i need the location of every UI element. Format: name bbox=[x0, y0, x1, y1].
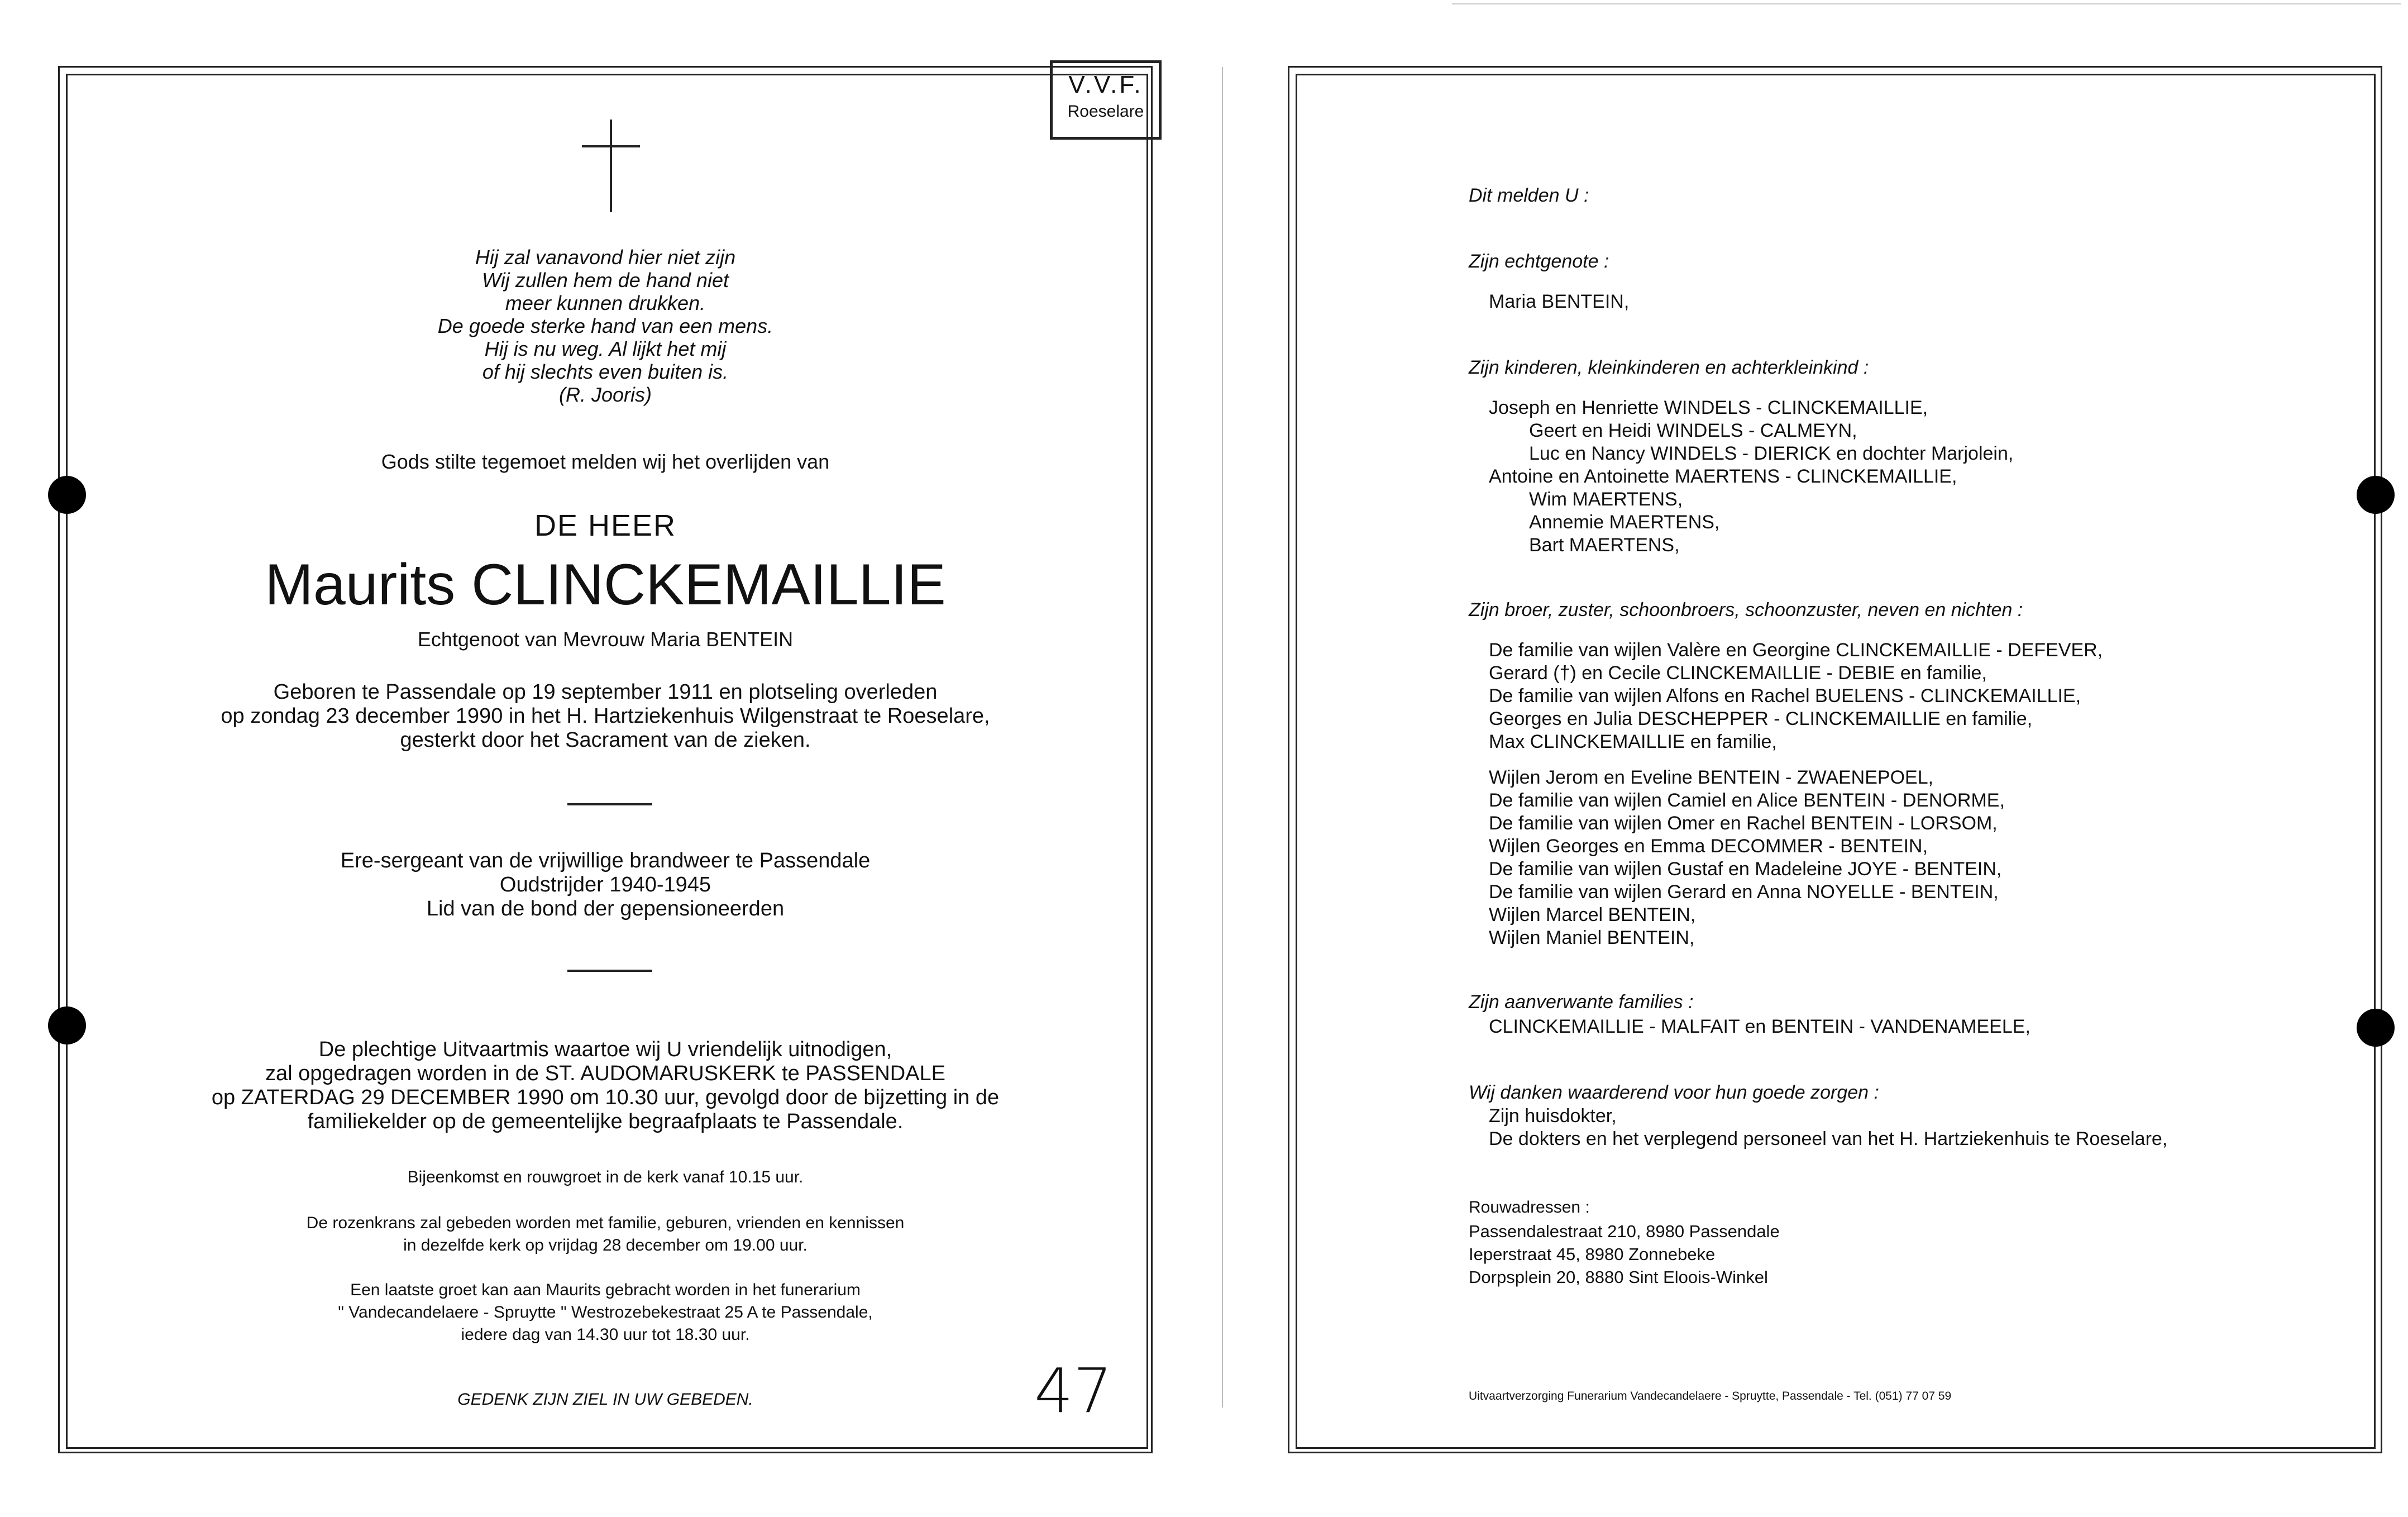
list-item: Geert en Heidi WINDELS - CALMEYN, bbox=[1529, 420, 1857, 441]
text-line: Lid van de bond der gepensioneerden bbox=[426, 897, 785, 920]
text-line: Oudstrijder 1940-1945 bbox=[499, 873, 711, 896]
address-line: Passendalestraat 210, 8980 Passendale bbox=[1469, 1222, 1780, 1241]
list-item: Georges en Julia DESCHEPPER - CLINCKEMAILLIE en familie, bbox=[1489, 708, 2033, 729]
punch-hole bbox=[2357, 1009, 2395, 1047]
thanks-heading: Wij danken waarderend voor hun goede zorgen : bbox=[1469, 1082, 1879, 1103]
siblings-list-b bbox=[1489, 766, 2005, 950]
text-line: op zondag 23 december 1990 in het H. Hartziekenhuis Wilgenstraat te Roeselare, bbox=[221, 704, 990, 728]
scan-edge bbox=[1222, 67, 1223, 1408]
list-item: Zijn huisdokter, bbox=[1489, 1105, 1617, 1127]
text-line: iedere dag van 14.30 uur tot 18.30 uur. bbox=[461, 1325, 750, 1344]
list-item: Wim MAERTENS, bbox=[1529, 489, 1683, 510]
text-line: De rozenkrans zal gebeden worden met familie, geburen, vrienden en kennissen bbox=[306, 1214, 905, 1232]
list-item: De familie van wijlen Gerard en Anna NOYELLE - BENTEIN, bbox=[1489, 881, 1999, 903]
list-item: Joseph en Henriette WINDELS - CLINCKEMAILLIE, bbox=[1489, 397, 1928, 418]
handwritten-number: 47 bbox=[1034, 1355, 1112, 1427]
poem-line: Hij is nu weg. Al lijkt het mij bbox=[484, 337, 727, 360]
poem-author: (R. Jooris) bbox=[558, 383, 652, 406]
divider bbox=[567, 803, 652, 805]
honorific: DE HEER bbox=[534, 509, 677, 542]
poem-line: meer kunnen drukken. bbox=[505, 292, 706, 314]
text-line: " Vandecandelaere - Spruytte " Westrozebekestraat 25 A te Passendale, bbox=[338, 1303, 873, 1322]
scan-edge-top bbox=[1452, 3, 2401, 4]
addresses-list bbox=[1469, 1220, 1780, 1289]
closing-line: GEDENK ZIJN ZIEL IN UW GEBEDEN. bbox=[457, 1390, 753, 1409]
list-item: Gerard (†) en Cecile CLINCKEMAILLIE - DEBIE en familie, bbox=[1489, 662, 1987, 684]
spouse-heading: Zijn echtgenote : bbox=[1469, 251, 1609, 272]
announcement-intro: Gods stilte tegemoet melden wij het overlijden van bbox=[381, 450, 830, 473]
left-column bbox=[58, 0, 1153, 1517]
spouse-line: Echtgenoot van Mevrouw Maria BENTEIN bbox=[417, 628, 794, 651]
list-item: De familie van wijlen Camiel en Alice BENTEIN - DENORME, bbox=[1489, 790, 2005, 811]
deceased-name: Maurits CLINCKEMAILLIE bbox=[265, 552, 946, 617]
list-item: De familie van wijlen Valère en Georgine CLINCKEMAILLIE - DEFEVER, bbox=[1489, 640, 2103, 661]
poem-line: De goede sterke hand van een mens. bbox=[437, 314, 773, 337]
list-item: De dokters en het verplegend personeel van het H. Hartziekenhuis te Roeselare, bbox=[1489, 1128, 2168, 1149]
text-line: Geboren te Passendale op 19 september 1911 en plotseling overleden bbox=[273, 680, 938, 704]
spouse-name: Maria BENTEIN, bbox=[1489, 291, 1630, 312]
list-item: Max CLINCKEMAILLIE en familie, bbox=[1489, 731, 1777, 752]
list-item: Wijlen Marcel BENTEIN, bbox=[1489, 904, 1696, 926]
right-card-inner-border bbox=[1296, 74, 2376, 1449]
funeral-block bbox=[58, 1038, 1153, 1134]
punch-hole bbox=[2357, 476, 2395, 514]
address-line: Ieperstraat 45, 8980 Zonnebeke bbox=[1469, 1244, 1716, 1264]
siblings-list-a bbox=[1489, 639, 2103, 753]
list-item: Wijlen Maniel BENTEIN, bbox=[1489, 927, 1695, 948]
text-line: Een laatste groet kan aan Maurits gebracht worden in het funerarium bbox=[350, 1281, 861, 1299]
text-line: gesterkt door het Sacrament van de zieken. bbox=[400, 728, 811, 752]
birth-death-block bbox=[58, 680, 1153, 752]
children-list bbox=[1489, 397, 2013, 557]
list-item: Wijlen Georges en Emma DECOMMER - BENTEIN, bbox=[1489, 836, 1928, 857]
text-line: De plechtige Uitvaartmis waartoe wij U vriendelijk uitnodigen, bbox=[318, 1038, 892, 1061]
thanks-list bbox=[1489, 1105, 2167, 1151]
announce-heading: Dit melden U : bbox=[1469, 185, 1589, 206]
text-line: op ZATERDAG 29 DECEMBER 1990 om 10.30 uur, gevolgd door de bijzetting in de bbox=[211, 1086, 1000, 1109]
list-item: De familie van wijlen Alfons en Rachel BUELENS - CLINCKEMAILLIE, bbox=[1489, 685, 2081, 707]
list-item: Annemie MAERTENS, bbox=[1529, 512, 1720, 533]
poem-line: Wij zullen hem de hand niet bbox=[482, 269, 729, 292]
poem-line: Hij zal vanavond hier niet zijn bbox=[475, 246, 736, 269]
children-heading: Zijn kinderen, kleinkinderen en achterkleinkind : bbox=[1469, 357, 1869, 378]
poem-line: of hij slechts even buiten is. bbox=[482, 360, 729, 383]
farewell-block bbox=[58, 1279, 1153, 1346]
list-item: De familie van wijlen Gustaf en Madeleine JOYE - BENTEIN, bbox=[1489, 858, 2002, 880]
related-families: CLINCKEMAILLIE - MALFAIT en BENTEIN - VANDENAMEELE, bbox=[1489, 1016, 2030, 1037]
titles-block bbox=[58, 849, 1153, 921]
footer-undertaker: Uitvaartverzorging Funerarium Vandecandelaere - Spruytte, Passendale - Tel. (051) 77 07 59 bbox=[1469, 1390, 1952, 1402]
list-item: Luc en Nancy WINDELS - DIERICK en dochter Marjolein, bbox=[1529, 443, 2014, 464]
text-line: familiekelder op de gemeentelijke begraafplaats te Passendale. bbox=[307, 1110, 904, 1133]
divider bbox=[567, 970, 652, 972]
addresses-heading: Rouwadressen : bbox=[1469, 1198, 1590, 1217]
gathering-line: Bijeenkomst en rouwgroet in de kerk vanaf 10.15 uur. bbox=[407, 1168, 804, 1186]
list-item: Wijlen Jerom en Eveline BENTEIN - ZWAENEPOEL, bbox=[1489, 767, 1934, 788]
text-line: Ere-sergeant van de vrijwillige brandweer te Passendale bbox=[340, 849, 871, 872]
rosary-block bbox=[58, 1212, 1153, 1257]
text-line: zal opgedragen worden in de ST. AUDOMARUSKERK te PASSENDALE bbox=[265, 1062, 945, 1085]
stamp-line1: V.V.F. bbox=[1068, 71, 1143, 98]
list-item: De familie van wijlen Omer en Rachel BENTEIN - LORSOM, bbox=[1489, 813, 1998, 834]
list-item: Bart MAERTENS, bbox=[1529, 535, 1680, 556]
siblings-heading: Zijn broer, zuster, schoonbroers, schoonzuster, neven en nichten : bbox=[1469, 599, 2023, 621]
text-line: in dezelfde kerk op vrijdag 28 december om 19.00 uur. bbox=[403, 1236, 808, 1254]
poem bbox=[58, 246, 1153, 406]
related-heading: Zijn aanverwante families : bbox=[1469, 991, 1694, 1013]
address-line: Dorpsplein 20, 8880 Sint Eloois-Winkel bbox=[1469, 1267, 1768, 1287]
stamp-line2: Roeselare bbox=[1067, 102, 1144, 121]
list-item: Antoine en Antoinette MAERTENS - CLINCKEMAILLIE, bbox=[1489, 466, 1957, 487]
